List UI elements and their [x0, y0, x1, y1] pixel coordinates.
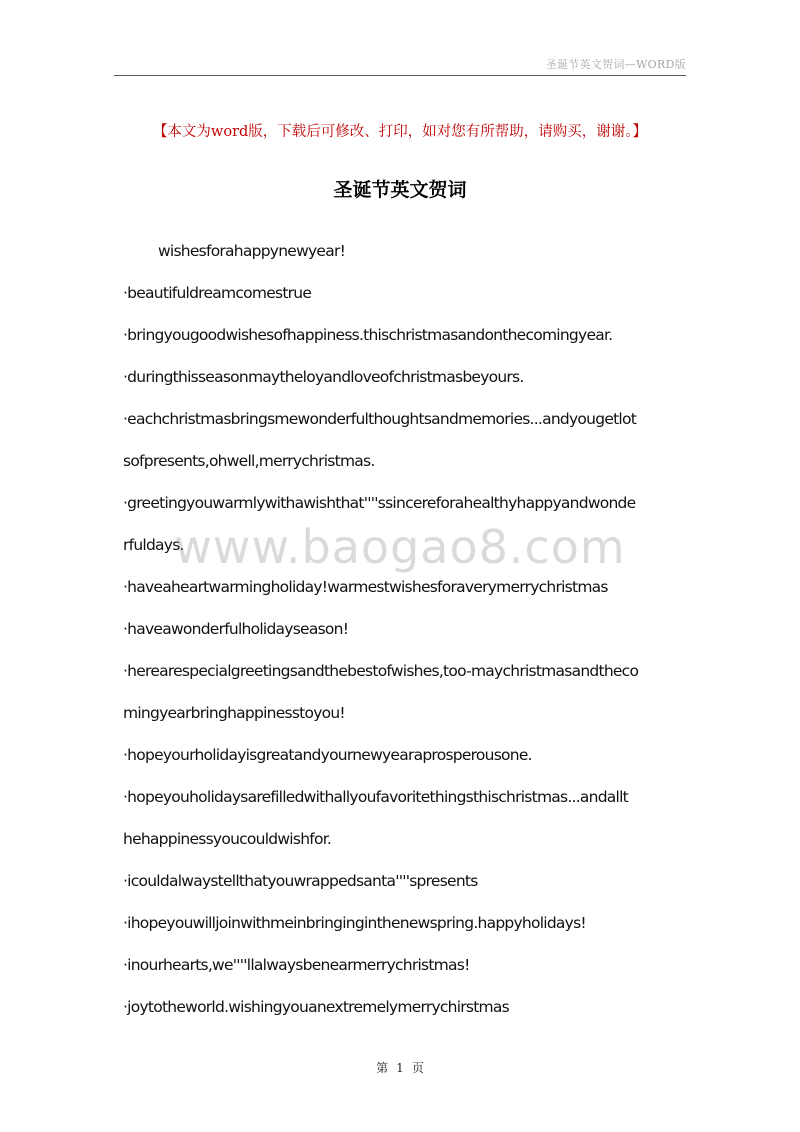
- body-line: ·icouldalwaystellthatyouwrappedsanta''''spresents: [123, 872, 478, 890]
- body-line: ·beautifuldreamcomestrue: [123, 284, 312, 302]
- body-line: ·greetingyouwarmlywithawishthat''''ssincereforahealthyhappyandwonde: [123, 494, 636, 512]
- body-line: ·duringthisseasonmaytheloyandloveofchristmasbeyours.: [123, 368, 524, 386]
- body-line: mingyearbringhappinesstoyou!: [123, 704, 345, 722]
- footer-prefix: 第: [376, 1061, 389, 1075]
- body-line: ·inourhearts,we''''llalwaysbenearmerrychristmas!: [123, 956, 470, 974]
- body-line: rfuldays.: [123, 536, 184, 554]
- download-notice: 【本文为word版，下载后可修改、打印，如对您有所帮助，请购买，谢谢。】: [152, 124, 648, 140]
- body-line: ·herearespecialgreetingsandthebestofwishes,too-maychristmasandtheco: [123, 662, 639, 680]
- body-line: ·hopeyouholidaysarefilledwithallyoufavoritethingsthischristmas...andallt: [123, 788, 628, 806]
- document-title: 圣诞节英文贺词: [333, 179, 467, 201]
- body-line: ·bringyougoodwishesofhappiness.thischristmasandonthecomingyear.: [123, 326, 613, 344]
- body-line: ·haveawonderfulholidayseason!: [123, 620, 349, 638]
- footer-suffix: 页: [411, 1061, 424, 1075]
- body-line: ·hopeyourholidayisgreatandyournewyearaprosperousone.: [123, 746, 532, 764]
- body-line: ·ihopeyouwilljoinwithmeinbringinginthenewspring.happyholidays!: [123, 914, 586, 932]
- page-number: 1: [396, 1061, 404, 1075]
- document-body: [123, 230, 683, 1028]
- header-divider: [114, 75, 686, 76]
- body-line: sofpresents,ohwell,merrychristmas.: [123, 452, 375, 470]
- page-footer: [0, 1059, 800, 1076]
- body-line: ·eachchristmasbringsmewonderfulthoughtsandmemories...andyougetlot: [123, 410, 637, 428]
- body-line: wishesforahappynewyear!: [158, 242, 346, 260]
- body-line: hehappinessyoucouldwishfor.: [123, 830, 332, 848]
- body-line: ·joytotheworld.wishingyouanextremelymerrychirstmas: [123, 998, 509, 1016]
- body-line: ·haveaheartwarmingholiday!warmestwishesforaverymerrychristmas: [123, 578, 608, 596]
- page-header: 圣诞节英文贺词—WORD版: [545, 58, 686, 71]
- watermark: www.baogao8.com: [174, 520, 626, 574]
